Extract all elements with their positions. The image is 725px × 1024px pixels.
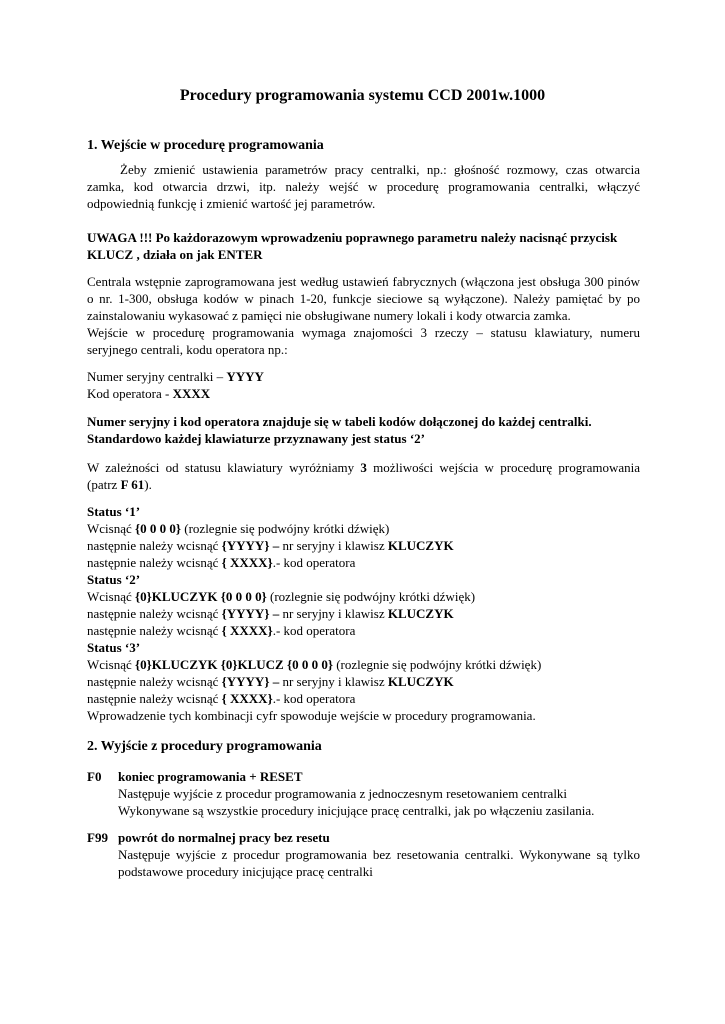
step-code: { XXXX} [221, 691, 273, 706]
step-prefix: następnie należy wcisnąć [87, 555, 222, 570]
status-2-step-1 [87, 588, 640, 605]
step-code: {0 0 0 0} [135, 521, 182, 536]
factory-text: Centrala wstępnie zaprogramowana jest według ustawień fabrycznych (włączona jest obsługa 300 pinów o nr. 1-300, obsługa kodów w pinach 1-20, funkcje sieciowe są wyłączone). Należy pamiętać by po zainstalowaniu wykasować z pamięci nie obsługiwane numery lokali i kody otwarcia zamka. [87, 274, 640, 323]
step-prefix: Wcisnąć [87, 589, 136, 604]
note-line-1: Numer seryjny i kod operatora znajduje się w tabeli kodów dołączonej do każdej centralki. [87, 414, 592, 429]
f0-line-2: Wykonywane są wszystkie procedury inicjujące pracę centralki, jak po włączeniu zasilania. [118, 803, 595, 818]
status-3-step-3 [87, 690, 640, 707]
step-code: {YYYY} – [221, 538, 280, 553]
step-suffix: (rozlegnie się podwójny krótki dźwięk) [266, 589, 476, 604]
f99-title: powrót do normalnej pracy bez resetu [118, 830, 330, 845]
status-1-label: Status ‘1’ [87, 504, 141, 519]
operator-line [87, 385, 640, 402]
operator-label: Kod operatora - [87, 386, 173, 401]
step-code: {0}KLUCZYK {0}KLUCZ {0 0 0 0} [135, 657, 333, 672]
intro-text: Żeby zmienić ustawienia parametrów pracy centralki, np.: głośność rozmowy, czas otwarcia zamka, kod otwarcia drzwi, itp. należy wejść w procedurę programowania centralki, włączyć odpowiednią funkcję i zmienić wartość jej parametrów. [87, 162, 640, 211]
status-1-step-3 [87, 554, 640, 571]
f0-title: koniec programowania + RESET [118, 769, 303, 784]
status-3-step-1 [87, 656, 640, 673]
step-suffix: .- kod operatora [272, 623, 356, 638]
section-1-heading: 1. Wejście w procedurę programowania [87, 138, 324, 153]
function-f0 [87, 768, 640, 819]
requirements-text: Wejście w procedurę programowania wymaga znajomości 3 rzeczy – statusu klawiatury, numeru seryjnego centrali, kodu operatora np.: [87, 325, 640, 357]
operator-value: XXXX [172, 386, 211, 401]
dependency-text [87, 459, 640, 493]
step-middle: nr seryjny i klawisz [279, 606, 388, 621]
dependency-suffix: ). [144, 477, 152, 492]
step-prefix: następnie należy wcisnąć [87, 674, 222, 689]
step-code: {0}KLUCZYK {0 0 0 0} [135, 589, 267, 604]
closing-line: Wprowadzenie tych kombinacji cyfr spowoduje wejście w procedury programowania. [87, 708, 536, 723]
note-block [87, 413, 640, 447]
intro-paragraph [87, 161, 640, 212]
status-list [87, 503, 640, 724]
step-code: { XXXX} [221, 623, 273, 638]
step-middle: nr seryjny i klawisz [279, 538, 388, 553]
step-prefix: następnie należy wcisnąć [87, 691, 222, 706]
step-key: KLUCZYK [387, 538, 454, 553]
step-prefix: następnie należy wcisnąć [87, 606, 222, 621]
dependency-middle: możliwości wejścia w procedurę programowania (patrz [87, 460, 640, 492]
step-prefix: Wcisnąć [87, 657, 136, 672]
step-prefix: następnie należy wcisnąć [87, 623, 222, 638]
step-code: {YYYY} – [221, 674, 280, 689]
f0-code: F0 [87, 769, 102, 784]
warning-line-1: UWAGA !!! Po każdorazowym wprowadzeniu poprawnego parametru należy nacisnąć przycisk [87, 230, 618, 245]
status-2-step-3 [87, 622, 640, 639]
status-3-step-2 [87, 673, 640, 690]
step-code: {YYYY} – [221, 606, 280, 621]
step-prefix: Wcisnąć [87, 521, 136, 536]
step-key: KLUCZYK [387, 674, 454, 689]
status-1-step-2 [87, 537, 640, 554]
f0-line-1: Następuje wyjście z procedur programowania z jednoczesnym resetowaniem centralki [118, 786, 568, 801]
f0-body [118, 768, 640, 819]
f99-body [118, 829, 640, 880]
factory-paragraph [87, 273, 640, 358]
document-title: Procedury programowania systemu CCD 2001w.1000 [179, 87, 546, 104]
dependency-count: 3 [360, 460, 367, 475]
warning-line-2: KLUCZ , działa on jak ENTER [87, 247, 263, 262]
section-2-heading: 2. Wyjście z procedury programowania [87, 739, 322, 754]
status-3-label: Status ‘3’ [87, 640, 141, 655]
step-middle: nr seryjny i klawisz [279, 674, 388, 689]
status-1-step-1 [87, 520, 640, 537]
credentials-block [87, 368, 640, 402]
dependency-paragraph [87, 459, 640, 493]
step-suffix: (rozlegnie się podwójny krótki dźwięk) [181, 521, 390, 536]
f99-text: Następuje wyjście z procedur programowania bez resetowania centralki. Wykonywane są tylko podstawowe procedury inicjujące pracę centralki [118, 847, 640, 879]
step-key: KLUCZYK [387, 606, 454, 621]
step-code: { XXXX} [221, 555, 273, 570]
step-suffix: .- kod operatora [272, 555, 356, 570]
step-suffix: .- kod operatora [272, 691, 356, 706]
step-prefix: następnie należy wcisnąć [87, 538, 222, 553]
serial-line [87, 368, 640, 385]
status-2-label: Status ‘2’ [87, 572, 141, 587]
dependency-prefix: W zależności od statusu klawiatury wyróżniamy [87, 460, 361, 475]
step-suffix: (rozlegnie się podwójny krótki dźwięk) [332, 657, 542, 672]
function-f99 [87, 829, 640, 880]
note-line-2: Standardowo każdej klawiaturze przyznawany jest status ‘2’ [87, 431, 425, 446]
f99-code: F99 [87, 830, 108, 845]
dependency-ref: F 61 [120, 477, 145, 492]
serial-label: Numer seryjny centralki – [87, 369, 227, 384]
serial-value: YYYY [226, 369, 264, 384]
warning-paragraph [87, 229, 640, 263]
status-2-step-2 [87, 605, 640, 622]
